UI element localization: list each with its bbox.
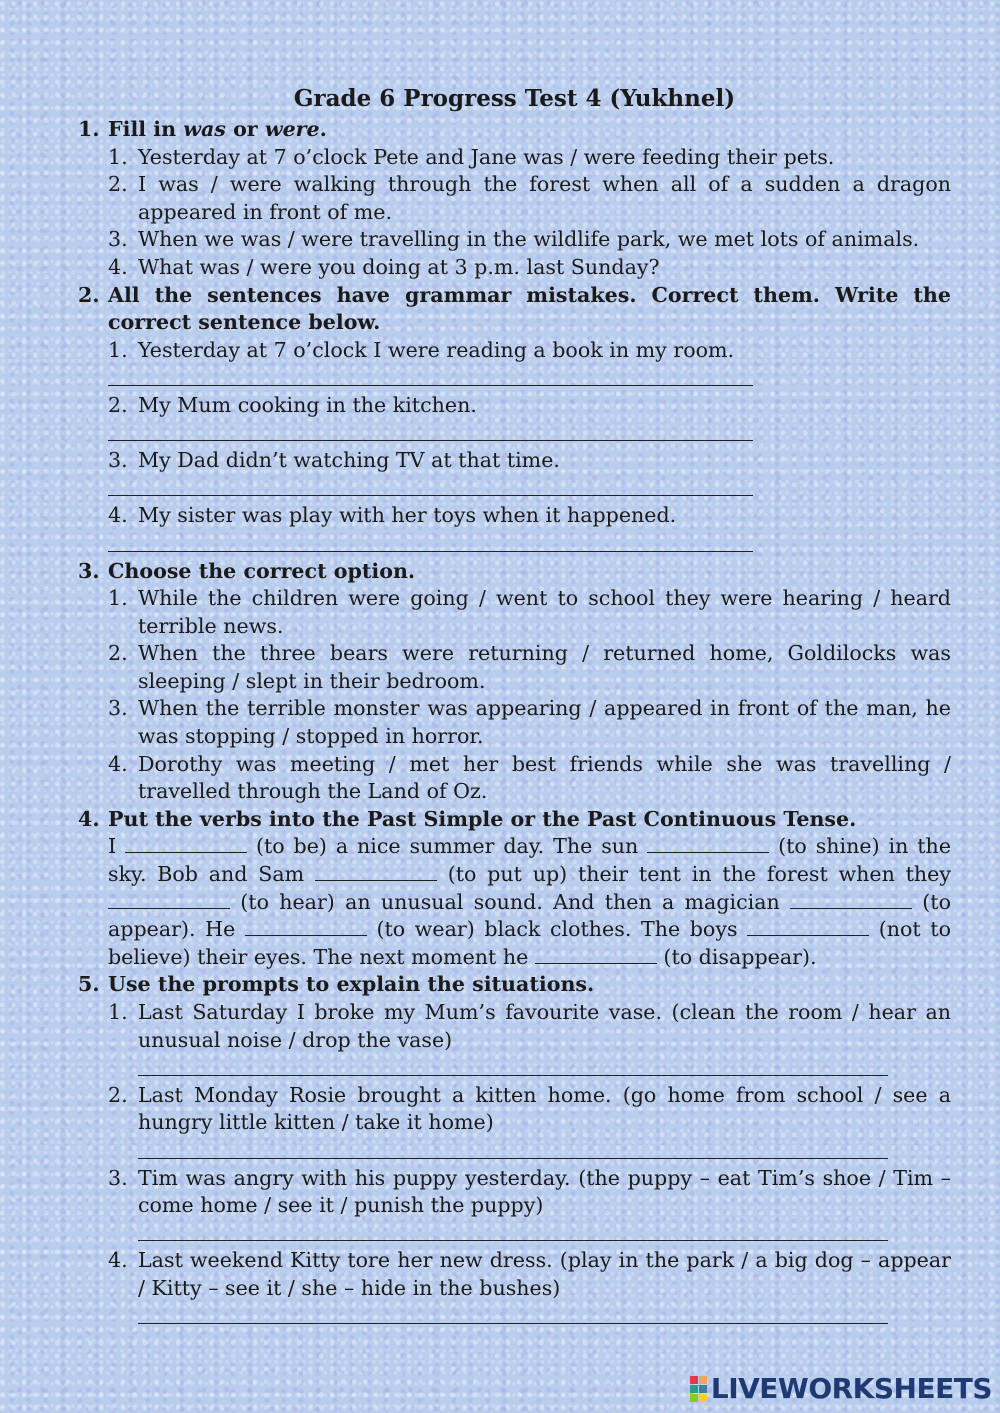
- logo-block: [690, 1376, 698, 1384]
- task-5-item: 3. Tim was angry with his puppy yesterday. (the puppy – eat Tim’s shoe / Tim – come home / see it / punish the puppy): [108, 1165, 951, 1218]
- task-5-item: 4. Last weekend Kitty tore her new dress. (play in the park / a big dog – appear / Kitty – see it / she – hide in the bushes): [108, 1248, 951, 1300]
- task-5-item: 1. Last Saturday I broke my Mum’s favourite vase. (clean the room / hear an unusual noise / drop the vase): [108, 1000, 951, 1052]
- task-2-heading: 2. All the sentences have grammar mistakes. Correct them. Write the correct sentence below.: [78, 282, 951, 335]
- blank-field[interactable]: [647, 834, 769, 853]
- answer-line[interactable]: [138, 1220, 951, 1248]
- task-2-item: 4. My sister was play with her toys when it happened.: [108, 503, 677, 528]
- task-4-heading: 4. Put the verbs into the Past Simple or the Past Continuous Tense.: [78, 806, 857, 831]
- blank-field[interactable]: [535, 945, 657, 964]
- blank-field[interactable]: [790, 890, 912, 909]
- page-title: Grade 6 Progress Test 4 (Yukhnel): [293, 85, 736, 112]
- blank-field[interactable]: [315, 862, 437, 881]
- task-2-item: 3. My Dad didn’t watching TV at that time.: [108, 448, 560, 473]
- logo-block: [690, 1385, 698, 1393]
- task-3-item: 3. When the terrible monster was appearing / appeared in front of the man, he was stopping / stopped in horror.: [108, 696, 951, 749]
- answer-line[interactable]: [138, 1303, 951, 1331]
- task-5-heading: 5. Use the prompts to explain the situations.: [78, 972, 595, 997]
- answer-line[interactable]: [138, 1137, 951, 1165]
- task-1-item: 2. I was / were walking through the forest when all of a sudden a dragon appeared in front of me.: [108, 172, 951, 224]
- task-1-item: 3. When we was / were travelling in the wildlife park, we met lots of animals.: [108, 227, 920, 252]
- answer-line[interactable]: [108, 420, 951, 448]
- logo-block: [699, 1376, 707, 1384]
- logo-icon: [690, 1376, 707, 1402]
- logo-block: [699, 1394, 707, 1402]
- blank-field[interactable]: [747, 917, 869, 936]
- task-3-item: 1. While the children were going / went to school they were hearing / heard terrible news.: [108, 586, 951, 638]
- task-3-heading: 3. Choose the correct option.: [78, 558, 416, 583]
- task-1-heading: 1. Fill in was or were.: [78, 117, 327, 141]
- answer-line[interactable]: [138, 1054, 951, 1082]
- blank-field[interactable]: [125, 834, 247, 853]
- task-2-item: 2. My Mum cooking in the kitchen.: [108, 392, 477, 417]
- fill-in-paragraph: I (to be) a nice summer day. The sun (to shine) in the sky. Bob and Sam (to put up) their tent in the forest when they (to hear) an unusual sound. And then a magician (to appear). He (to wear) black clothes. The boys (not to believe) their eyes. The next moment he (to disappear).: [108, 834, 952, 969]
- blank-field[interactable]: [108, 890, 230, 909]
- task-3-item: 2. When the three bears were returning / returned home, Goldilocks was sleeping / slept in their bedroom.: [108, 641, 951, 693]
- task-2-item: 1. Yesterday at 7 o’clock I were reading a book in my room.: [108, 337, 735, 362]
- answer-line[interactable]: [108, 530, 951, 558]
- logo-block: [690, 1394, 698, 1402]
- worksheet: [78, 84, 951, 1330]
- blank-field[interactable]: [245, 917, 367, 936]
- task-1-item: 1. Yesterday at 7 o’clock Pete and Jane was / were feeding their pets.: [108, 144, 835, 169]
- answer-line[interactable]: [108, 475, 951, 503]
- logo-text: LIVEWORKSHEETS: [710, 1372, 992, 1405]
- task-1-item: 4. What was / were you doing at 3 p.m. last Sunday?: [108, 254, 660, 279]
- answer-line[interactable]: [108, 364, 951, 392]
- task-5-item: 2. Last Monday Rosie brought a kitten home. (go home from school / see a hungry little kitten / take it home): [108, 1082, 951, 1135]
- liveworksheets-logo: [690, 1372, 992, 1405]
- logo-block: [699, 1385, 707, 1393]
- task-3-item: 4. Dorothy was meeting / met her best friends while she was travelling / travelled through the Land of Oz.: [108, 751, 951, 804]
